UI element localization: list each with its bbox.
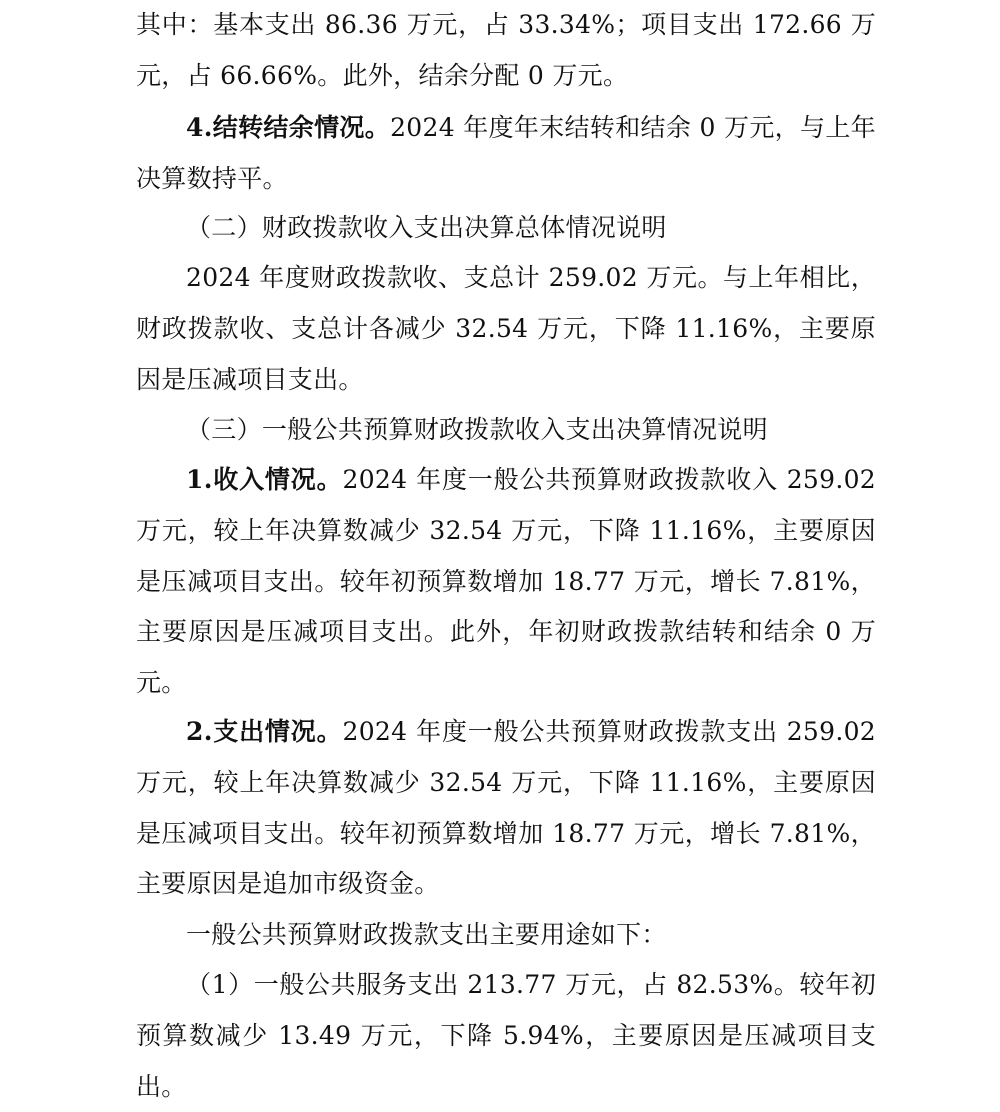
paragraph-expenditure-breakdown	[136, 0, 876, 102]
paragraph-text: 2024 年度财政拨款收、支总计 259.02 万元。与上年相比，财政拨款收、支总计各减少 32.54 万元，下降 11.16%，主要原因是压减项目支出。	[136, 263, 876, 394]
paragraph-text: 其中：基本支出 86.36 万元，占 33.34%；项目支出 172.66 万元，占 66.66%。此外，结余分配 0 万元。	[136, 10, 876, 90]
paragraph-text: 2024 年度一般公共预算财政拨款支出 259.02 万元，较上年决算数减少 32.54 万元，下降 11.16%，主要原因是压减项目支出。较年初预算数增加 18.77 万元，增长 7.81%，主要原因是追加市级资金。	[136, 717, 877, 899]
section-label: 4.结转结余情况。	[186, 113, 391, 142]
paragraph-text: （1）一般公共服务支出 213.77 万元，占 82.53%。较年初预算数减少 13.49 万元，下降 5.94%，主要原因是压减项目支出。	[136, 970, 876, 1101]
paragraph-income	[136, 455, 876, 709]
section-heading-3	[186, 405, 886, 456]
paragraph-text: 2024 年度年末结转和结余 0 万元，与上年决算数持平。	[136, 113, 876, 193]
section-label: 2.支出情况。	[186, 717, 343, 746]
paragraph-public-service	[136, 960, 876, 1112]
paragraph-fiscal-total	[136, 253, 876, 405]
paragraph-usage-intro	[136, 910, 876, 961]
paragraph-text: 一般公共预算财政拨款支出主要用途如下：	[186, 920, 667, 949]
heading-text: （二）财政拨款收入支出决算总体情况说明	[186, 213, 667, 242]
section-label: 1.收入情况。	[186, 465, 343, 494]
paragraph-text: 2024 年度一般公共预算财政拨款收入 259.02 万元，较上年决算数减少 32.54 万元，下降 11.16%，主要原因是压减项目支出。较年初预算数增加 18.77 万元，增长 7.81%，主要原因是压减项目支出。此外，年初财政拨款结转和结余 0 万元。	[136, 465, 877, 698]
section-heading-2	[186, 203, 886, 254]
paragraph-expenditure	[136, 707, 876, 910]
paragraph-carryover	[136, 103, 876, 205]
heading-text: （三）一般公共预算财政拨款收入支出决算情况说明	[186, 415, 768, 444]
